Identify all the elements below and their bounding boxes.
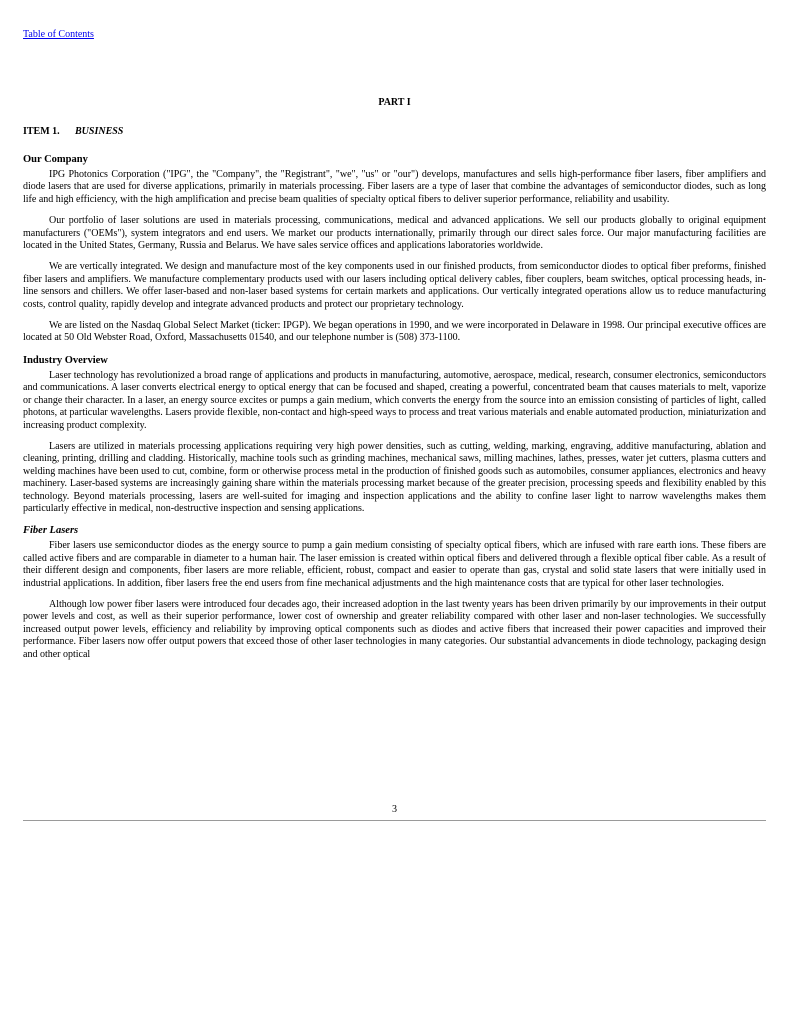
paragraph: Although low power fiber lasers were introduced four decades ago, their increased adoption in the last twenty years has been driven primarily by our improvements in their output power levels and cost, as well as their superior performance, lower cost of ownership and greater reliability compared with other laser and non-laser technologies. We successfully increased output power levels, efficiency and reliability by improving optical components such as diodes and active fibers that increased their power capacities and improved their performance. Fiber lasers now offer output powers that exceed those of other laser technologies in many categories. Our substantial advancements in diode technology, packaging design and other optical — [23, 598, 766, 660]
item-number: ITEM 1. — [23, 126, 60, 137]
section-industry-overview — [23, 354, 766, 515]
section-heading: Fiber Lasers — [23, 525, 79, 537]
paragraph: Laser technology has revolutionized a broad range of applications and products in manufacturing, automotive, aerospace, medical, research, consumer electronics, semiconductors and communications. A laser converts electrical energy to optical energy that can be focused and shaped, creating a powerful, concentrated beam that causes materials to melt, vaporize or change their character. In a laser, an energy source excites or pumps a gain medium, which converts the energy from the source into an emission consisting of particles of light, called photons, at particular wavelengths. Lasers provide flexible, non-contact and high-speed ways to process and treat various materials and enable automated production, miniaturization and increasing product complexity. — [23, 369, 766, 431]
paragraph: Lasers are utilized in materials processing applications requiring very high power densities, such as cutting, welding, marking, engraving, additive manufacturing, ablation and cleaning, printing, drilling and cladding. Historically, machine tools such as grinding machines, mechanical saws, milling machines, lathes, presses, water jet cutters, plasma cutters and welding machines have been used to cut, combine, form or otherwise process metal in the production of finished goods such as automobiles, consumer appliances, electronics and heavy machinery. Laser-based systems are increasingly gaining share within the materials processing market because of the greater precision, processing speeds and flexibility enabled by this technology. Beyond materials processing, lasers are well-suited for imaging and inspection applications and the ability to confine laser light to narrow wavelengths makes them particularly effective in medical, non-destructive inspection and sensing applications. — [23, 440, 766, 514]
paragraph: Fiber lasers use semiconductor diodes as the energy source to pump a gain medium consisting of specialty optical fibers, which are infused with rare earth ions. These fibers are called active fibers and are comparable in diameter to a human hair. The laser emission is created within optical fibers and delivered through a flexible optical fiber cable. As a result of their different design and components, fiber lasers are more reliable, efficient, robust, compact and easier to operate than gas, crystal and solid state lasers that were initially used in industrial applications. In addition, fiber lasers free the end users from fine mechanical adjustments and the high maintenance costs that are typical for other laser technologies. — [23, 540, 766, 589]
paragraph: Our portfolio of laser solutions are used in materials processing, communications, medical and advanced applications. We sell our products globally to original equipment manufacturers ("OEMs"), system integrators and end users. We market our products internationally, primarily through our direct sales force. Our major manufacturing facilities are located in the United States, Germany, Russia and Belarus. We have sales service offices and applications laboratories worldwide. — [23, 215, 766, 252]
paragraph: IPG Photonics Corporation ("IPG", the "Company", the "Registrant", "we", "us" or "our") develops, manufactures and sells high-performance fiber lasers, fiber amplifiers and diode lasers that are used for diverse applications, primarily in materials processing. Fiber lasers are a type of laser that combine the advantages of semiconductor diodes, such as long life and high efficiency, with the high amplification and precise beam qualities of specialty optical fibers to deliver superior performance, reliability and usability. — [23, 169, 766, 205]
item-heading — [23, 126, 123, 138]
document-body — [23, 149, 766, 670]
section-heading: Our Company — [23, 154, 88, 165]
section-heading: Industry Overview — [23, 354, 108, 366]
section-our-company — [23, 153, 766, 345]
item-title: BUSINESS — [75, 126, 124, 137]
section-fiber-lasers — [23, 524, 766, 661]
paragraph: We are listed on the Nasdaq Global Select Market (ticker: IPGP). We began operations in 1990, and we were incorporated in Delaware in 1998. Our principal executive offices are located at 50 Old Webster Road, Oxford, Massachusetts 01540, and our telephone number is (508) 373-1100. — [23, 320, 766, 344]
page-number: 3 — [392, 804, 397, 815]
page-divider — [23, 820, 766, 821]
part-heading: PART I — [378, 97, 411, 108]
paragraph: We are vertically integrated. We design and manufacture most of the key components used in our finished products, from semiconductor diodes to optical fiber preforms, finished fiber lasers and amplifiers. We manufacture complementary products used with our lasers including optical delivery cables, fiber couplers, beam switches, optical processing heads, in-line sensors and chillers. We offer laser-based and non-laser based systems for certain markets and applications. Our vertically integrated operations allow us to reduce manufacturing costs, control quality, rapidly develop and integrate advanced products and protect our proprietary technology. — [23, 261, 766, 310]
table-of-contents-link[interactable]: Table of Contents — [23, 29, 94, 40]
